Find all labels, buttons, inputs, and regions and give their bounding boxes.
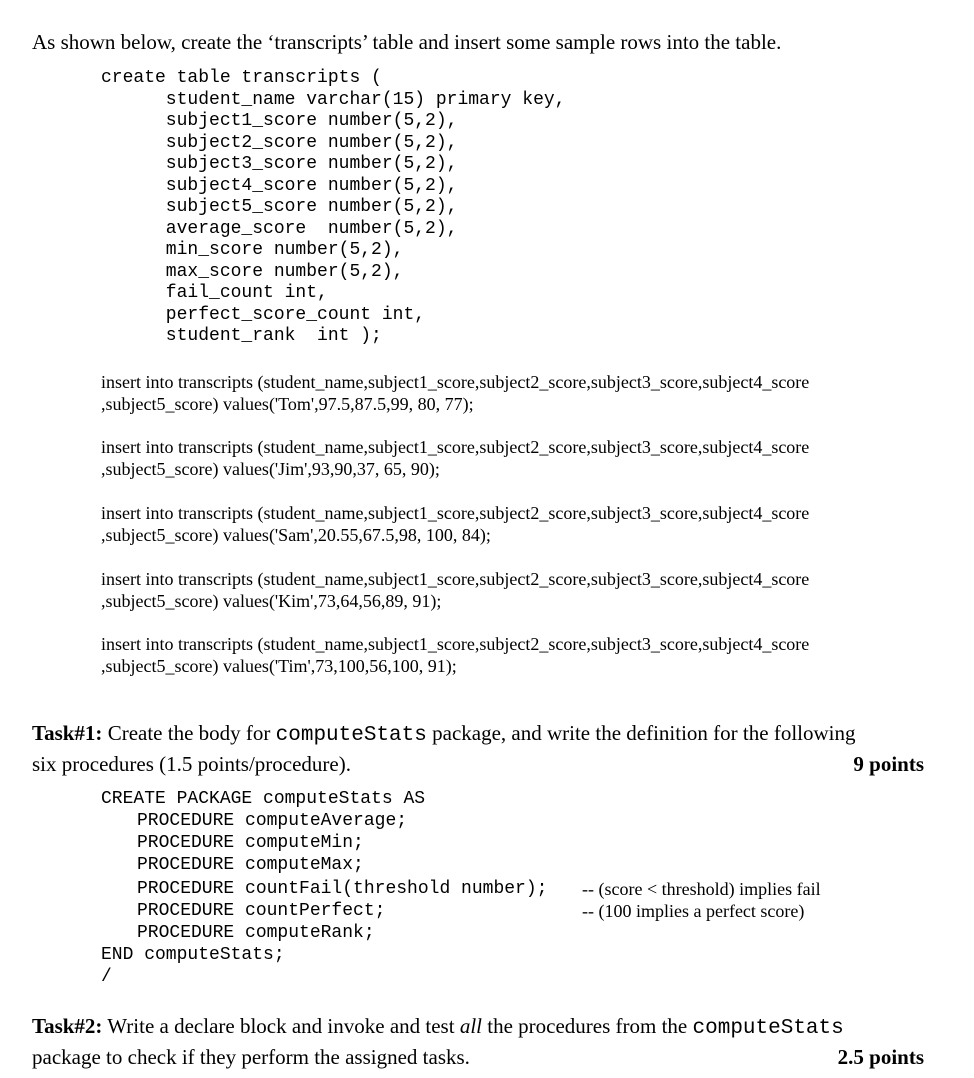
package-footer: END computeStats;: [101, 945, 285, 965]
insert-statement-sam: [101, 502, 809, 546]
code-line: student_name varchar(15) primary key,: [101, 89, 566, 110]
insert-line-1: insert into transcripts (student_name,subject1_score,subject2_score,subject3_score,subject4_score: [101, 503, 810, 523]
insert-statement-kim: [101, 568, 809, 612]
insert-line-2: ,subject5_score) values('Sam',20.55,67.5,98, 100, 84);: [101, 525, 491, 545]
code-line: subject3_score number(5,2),: [101, 154, 458, 174]
task-2-text-line-2: package to check if they perform the assigned tasks.: [32, 1045, 470, 1069]
procedure-line: [101, 854, 821, 876]
code-line: subject5_score number(5,2),: [101, 197, 458, 217]
code-line: max_score number(5,2),: [101, 261, 404, 282]
task-2-italic-word: all: [459, 1014, 482, 1038]
task-1-text-a: Create the body for: [102, 721, 276, 745]
procedure-code: PROCEDURE computeRank;: [137, 923, 375, 943]
insert-line-1: insert into transcripts (student_name,subject1_score,subject2_score,subject3_score,subject4_score: [101, 437, 810, 457]
task-1-label: Task#1:: [32, 721, 103, 745]
task-2-line-1: [32, 1012, 924, 1043]
procedure-code: PROCEDURE computeMax;: [137, 855, 364, 875]
task-1-text-b: package, and write the definition for the following: [426, 721, 856, 745]
task-2: [32, 1012, 924, 1072]
procedure-line: [101, 832, 821, 854]
task-2-text-b: the procedures from the: [482, 1014, 693, 1038]
package-slash: /: [101, 967, 112, 987]
task-1-line-1: [32, 719, 924, 750]
code-line: create table transcripts (: [101, 68, 382, 88]
procedure-code: PROCEDURE countFail(threshold number);: [137, 879, 548, 899]
procedure-comment: -- (score < threshold) implies fail: [582, 879, 821, 899]
code-line: average_score number(5,2),: [101, 218, 458, 239]
insert-line-2: ,subject5_score) values('Tom',97.5,87.5,99, 80, 77);: [101, 394, 474, 414]
procedure-code: PROCEDURE countPerfect;: [137, 901, 386, 921]
task-2-line-2: [32, 1043, 924, 1072]
task-2-text-a: Write a declare block and invoke and test: [102, 1014, 460, 1038]
package-spec-code: [101, 788, 821, 988]
code-line: subject4_score number(5,2),: [101, 175, 458, 196]
task-1-code-word: computeStats: [275, 724, 427, 747]
insert-line-1: insert into transcripts (student_name,subject1_score,subject2_score,subject3_score,subject4_score: [101, 569, 810, 589]
procedure-line: [101, 922, 821, 944]
procedure-code: PROCEDURE computeAverage;: [137, 811, 408, 831]
intro-text: As shown below, create the ‘transcripts’ table and insert some sample rows into the table.: [32, 30, 782, 54]
insert-statement-jim: [101, 436, 809, 480]
task-1-line-2: [32, 750, 924, 779]
insert-line-1: insert into transcripts (student_name,subject1_score,subject2_score,subject3_score,subject4_score: [101, 634, 810, 654]
task-1-points: 9 points: [853, 752, 924, 776]
task-2-label: Task#2:: [32, 1014, 103, 1038]
task-1: [32, 719, 924, 779]
code-line: fail_count int,: [101, 283, 328, 303]
package-header: CREATE PACKAGE computeStats AS: [101, 789, 426, 809]
code-line: student_rank int );: [101, 326, 382, 346]
procedure-line: [101, 878, 821, 900]
procedure-code: PROCEDURE computeMin;: [137, 833, 364, 853]
insert-line-2: ,subject5_score) values('Tim',73,100,56,100, 91);: [101, 656, 457, 676]
code-line: subject1_score number(5,2),: [101, 111, 458, 131]
task-1-text-line-2: six procedures (1.5 points/procedure).: [32, 752, 351, 776]
task-2-points: 2.5 points: [837, 1045, 924, 1069]
insert-line-2: ,subject5_score) values('Jim',93,90,37, 65, 90);: [101, 459, 440, 479]
insert-line-1: insert into transcripts (student_name,subject1_score,subject2_score,subject3_score,subject4_score: [101, 372, 810, 392]
create-table-code: [101, 68, 565, 348]
code-line: perfect_score_count int,: [101, 304, 426, 325]
code-line: min_score number(5,2),: [101, 240, 404, 260]
code-line: subject2_score number(5,2),: [101, 132, 458, 153]
procedure-line: [101, 810, 821, 832]
procedure-line: [101, 900, 821, 922]
insert-statement-tim: [101, 633, 809, 677]
procedure-comment: -- (100 implies a perfect score): [582, 901, 805, 921]
insert-statement-tom: [101, 371, 809, 415]
task-2-code-word: computeStats: [692, 1017, 844, 1040]
insert-line-2: ,subject5_score) values('Kim',73,64,56,89, 91);: [101, 591, 442, 611]
